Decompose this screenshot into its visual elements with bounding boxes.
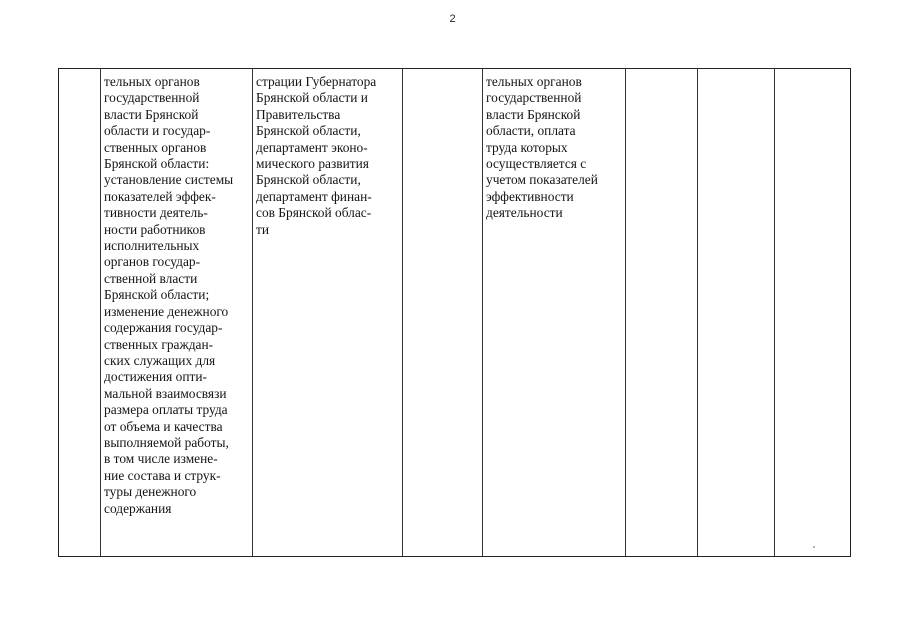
cell-text-line: ственных граждан- <box>104 336 214 352</box>
cell-text-line: ние состава и струк- <box>104 467 221 483</box>
cell-text-line: установление системы <box>104 172 234 188</box>
cell-text-line: изменение денежного <box>104 303 229 319</box>
cell-text-line: государственной <box>486 90 582 106</box>
cell-text-line: власти Брянской <box>486 106 581 122</box>
cell-text-line: власти Брянской <box>104 106 199 122</box>
cell-text-line: показателей эффек- <box>104 188 216 204</box>
cell-text-line: мического развития <box>256 156 369 172</box>
cell-column-5 <box>486 74 598 222</box>
page-number: 2 <box>449 13 456 25</box>
cell-text-line: ти <box>256 221 270 237</box>
cell-text-line: осуществляется с <box>486 156 587 172</box>
cell-text-line: ских служащих для <box>104 352 216 368</box>
cell-text-line: ственных органов <box>104 139 207 155</box>
cell-text-line: деятельности <box>486 205 563 221</box>
cell-text-line: размера оплаты труда <box>104 402 228 418</box>
cell-text-line: Брянской области; <box>104 287 210 303</box>
scan-speck <box>813 546 815 548</box>
cell-text-line: области и государ- <box>104 123 211 139</box>
cell-text-line: от объема и качества <box>104 418 223 434</box>
cell-text-line: учетом показателей <box>486 172 598 188</box>
cell-text-line: ности работников <box>104 221 206 237</box>
column-divider-7 <box>774 68 775 557</box>
cell-text-line: в том числе измене- <box>104 451 218 467</box>
cell-text-line: выполняемой работы, <box>104 434 229 450</box>
cell-text-line: тельных органов <box>486 74 582 89</box>
cell-text-line: департамент эконо- <box>256 139 368 155</box>
cell-text-line: департамент финан- <box>256 188 372 204</box>
cell-text-line: Брянской области, <box>256 172 361 188</box>
cell-text-line: Брянской области: <box>104 156 210 172</box>
cell-text-line: туры денежного <box>104 484 197 500</box>
cell-text-line: сов Брянской облас- <box>256 205 372 221</box>
cell-text-line: содержания <box>104 500 172 516</box>
cell-text-line: ственной власти <box>104 270 198 286</box>
cell-text-line: труда которых <box>486 139 568 155</box>
column-divider-4 <box>482 68 483 557</box>
cell-text-line: органов государ- <box>104 254 201 270</box>
cell-text-line: мальной взаимосвязи <box>104 385 227 401</box>
column-divider-2 <box>252 68 253 557</box>
cell-text-line: Брянской области, <box>256 123 361 139</box>
column-divider-6 <box>697 68 698 557</box>
column-divider-1 <box>100 68 101 557</box>
cell-text-line: тивности деятель- <box>104 205 208 221</box>
column-divider-3 <box>402 68 403 557</box>
cell-column-3 <box>256 74 376 238</box>
cell-text-line: содержания государ- <box>104 320 223 336</box>
cell-text-line: области, оплата <box>486 123 576 139</box>
cell-text-line: государственной <box>104 90 200 106</box>
cell-column-2 <box>104 74 233 517</box>
cell-text-line: тельных органов <box>104 74 200 89</box>
cell-text-line: эффективности <box>486 188 574 204</box>
cell-text-line: Брянской области и <box>256 90 368 106</box>
column-divider-5 <box>625 68 626 557</box>
cell-text-line: достижения опти- <box>104 369 207 385</box>
cell-text-line: страции Губернатора <box>256 74 377 89</box>
cell-text-line: исполнительных <box>104 238 200 254</box>
cell-text-line: Правительства <box>256 106 341 122</box>
